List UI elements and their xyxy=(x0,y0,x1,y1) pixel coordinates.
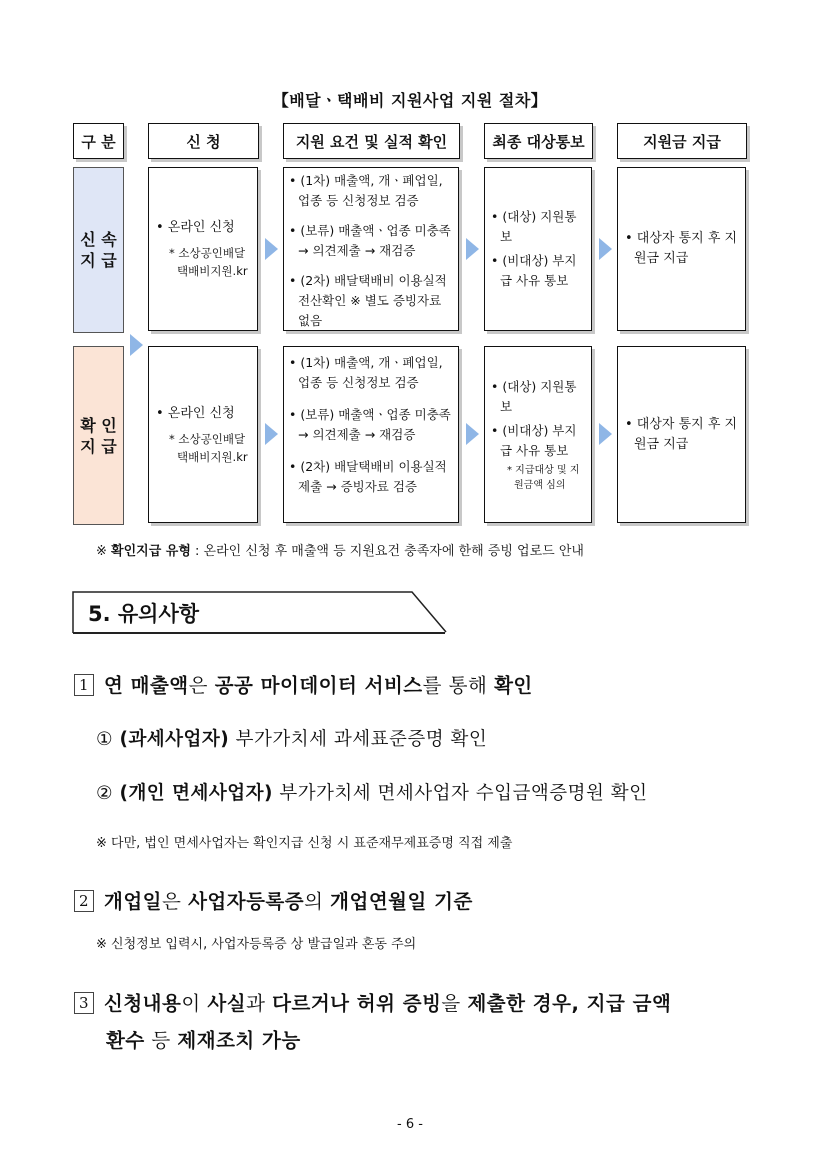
section-title: 5. 유의사항 xyxy=(88,602,200,626)
fast-check-box xyxy=(283,167,459,331)
confirm-check-box xyxy=(283,346,459,523)
confirm-check-step2: • (보류) 매출액ㆍ업종 미충족 → 의견제출 → 재검증 xyxy=(289,407,451,442)
confirm-pay-text: • 대상자 통지 후 지원금 지급 xyxy=(625,416,738,452)
notice-item-2-note: ※ 신청정보 입력시, 사업자등록증 상 발급일과 혼동 주의 xyxy=(96,937,417,952)
confirm-apply-sub: * 소상공인배달 택배비지원.kr xyxy=(169,431,248,464)
header-apply: 신 청 xyxy=(148,123,259,159)
fast-notify-nontarget: • (비대상) 부지급 사유 통보 xyxy=(491,253,577,288)
fast-notify-target: • (대상) 지원통보 xyxy=(491,209,577,244)
confirm-check-step3: • (2차) 배달택배비 이용실적 제출 → 증빙자료 검증 xyxy=(289,459,447,494)
confirm-apply-box xyxy=(148,346,258,523)
page-number: - 6 - xyxy=(397,1117,423,1132)
notice-item-1-note: ※ 다만, 법인 면세사업자는 확인지급 신청 시 표준재무제표증명 직접 제출 xyxy=(96,836,513,851)
fast-check-step2: • (보류) 매출액ㆍ업종 미충족 → 의견제출 → 재검증 xyxy=(289,223,451,258)
confirm-notify-target: • (대상) 지원통보 xyxy=(491,378,577,414)
category-confirm: 확 인 지 급 xyxy=(73,346,124,525)
notice-item-1-sub1: ① (과세사업자) 부가가치세 과세표준증명 확인 xyxy=(96,729,488,750)
fast-check-step3: • (2차) 배달택배비 이용실적 전산확인 ※ 별도 증빙자료 없음 xyxy=(289,273,447,328)
section-underline xyxy=(73,632,445,634)
header-notify: 최종 대상통보 xyxy=(484,123,593,159)
confirm-notify-nontarget: • (비대상) 부지급 사유 통보 xyxy=(491,422,577,458)
header-pay: 지원금 지급 xyxy=(617,123,747,159)
item-number: 3 xyxy=(74,992,94,1014)
confirm-notify-sub: * 지급대상 및 지원금액 심의 xyxy=(507,464,580,491)
notice-item-3-line2: 환수 등 제재조치 가능 xyxy=(106,1029,301,1052)
arrow-icon xyxy=(466,423,479,445)
arrow-icon xyxy=(265,423,278,445)
arrow-icon xyxy=(130,334,143,356)
confirm-check-step1: • (1차) 매출액, 개ㆍ폐업일, 업종 등 신청정보 검증 xyxy=(289,355,443,390)
confirm-apply-bullet: • 온라인 신청 xyxy=(156,405,235,421)
arrow-icon xyxy=(599,238,612,260)
item-number: 2 xyxy=(74,890,94,912)
category-fast: 신 속 지 급 xyxy=(73,167,124,333)
confirm-pay-box xyxy=(617,346,746,523)
fast-notify-box xyxy=(484,167,592,331)
item-number: 1 xyxy=(74,674,94,696)
table-note: ※ 확인지급 유형 : 온라인 신청 후 매출액 등 지원요건 충족자에 한해 증빙 업로드 안내 xyxy=(96,544,584,559)
procedure-title: 【배달ㆍ택배비 지원사업 지원 절차】 xyxy=(272,91,548,110)
fast-apply-box xyxy=(148,167,258,331)
fast-apply-sub: * 소상공인배달 택배비지원.kr xyxy=(169,246,248,278)
arrow-icon xyxy=(265,238,278,260)
arrow-icon xyxy=(466,238,479,260)
notice-item-3: 3 신청내용이 사실과 다르거나 허위 증빙을 제출한 경우, 지급 금액 xyxy=(74,988,671,1016)
header-category: 구 분 xyxy=(73,123,124,159)
notice-item-1: 1 연 매출액은 공공 마이데이터 서비스를 통해 확인 xyxy=(74,670,533,698)
notice-item-1-sub2: ② (개인 면세사업자) 부가가치세 면세사업자 수입금액증명원 확인 xyxy=(96,783,648,804)
fast-pay-box xyxy=(617,167,746,331)
arrow-icon xyxy=(599,423,612,445)
confirm-notify-box xyxy=(484,346,592,523)
fast-pay-text: • 대상자 통지 후 지원금 지급 xyxy=(625,231,738,266)
header-check: 지원 요건 및 실적 확인 xyxy=(283,123,460,159)
notice-item-2: 2 개업일은 사업자등록증의 개업연월일 기준 xyxy=(74,886,473,914)
fast-check-step1: • (1차) 매출액, 개ㆍ폐업일, 업종 등 신청정보 검증 xyxy=(289,173,443,208)
fast-apply-bullet: • 온라인 신청 xyxy=(156,220,235,235)
